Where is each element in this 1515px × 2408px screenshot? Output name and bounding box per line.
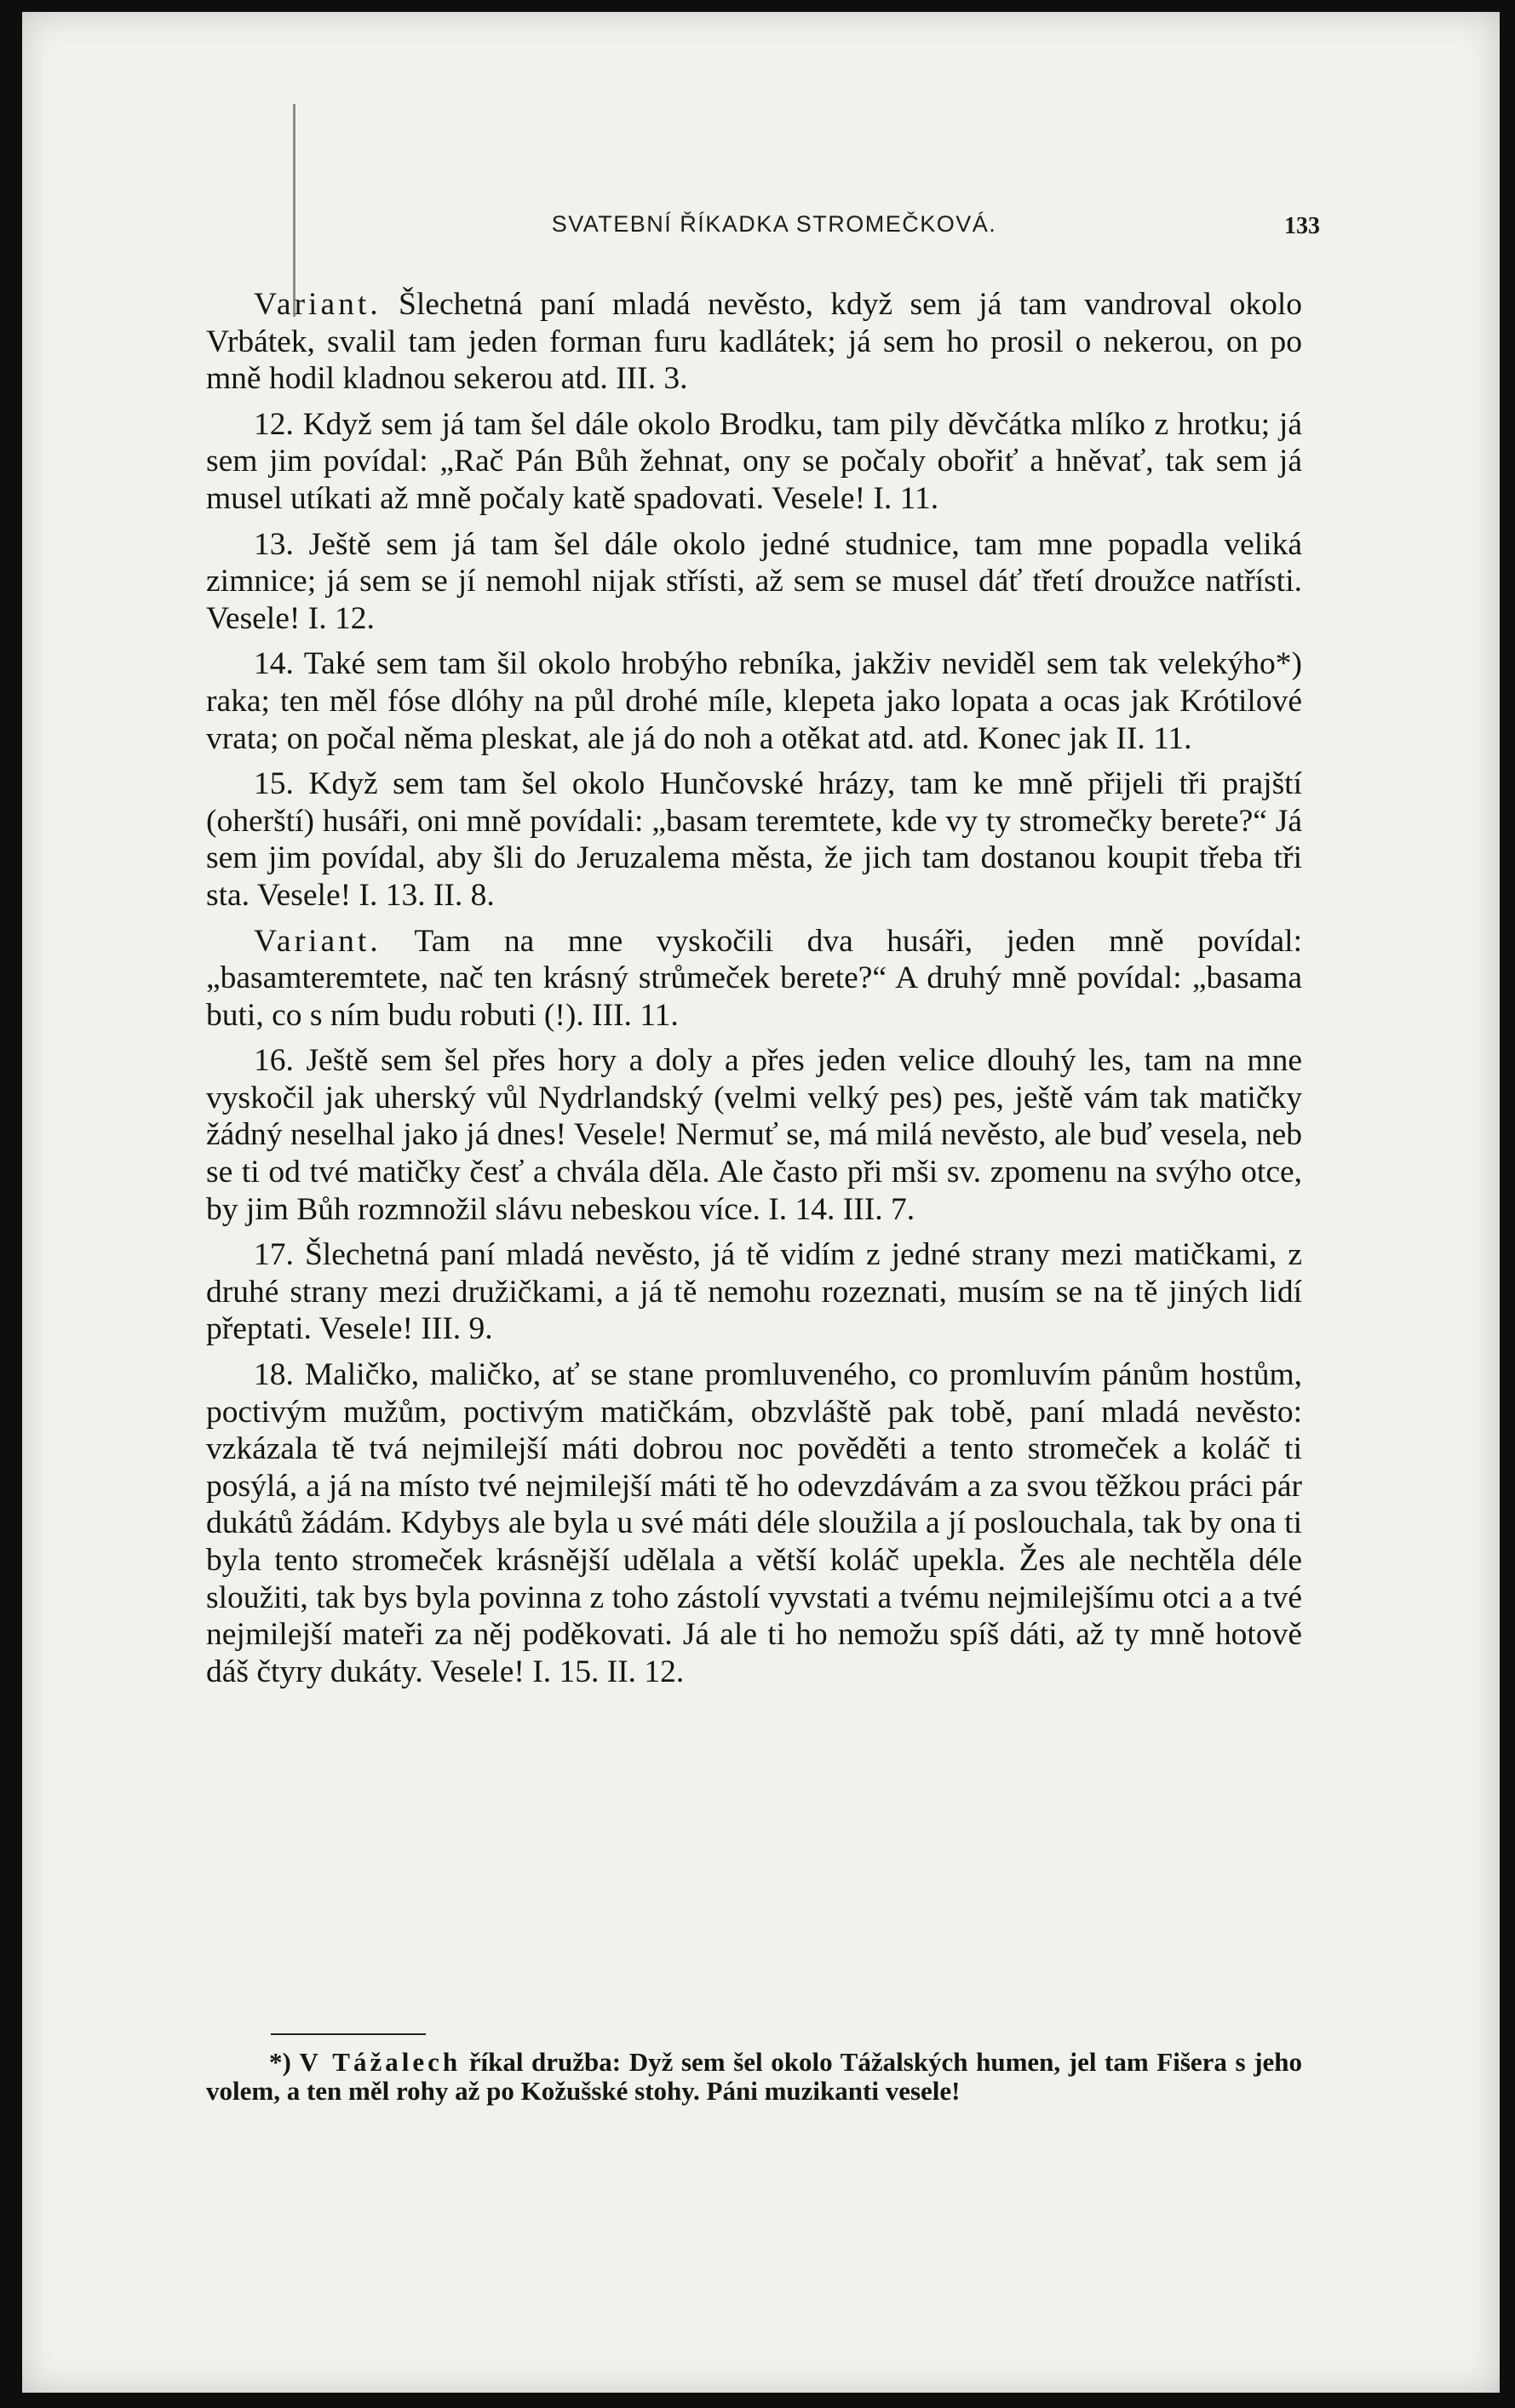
main-text: [206, 286, 1302, 1699]
variant-label: Variant.: [254, 923, 382, 959]
paragraph-text: 12. Když sem já tam šel dále okolo Brodku, tam pily děvčátka mlíko z hrotku; já sem jim povídal: „Rač Pán Bůh žehnat, ony se počaly obořiť a hněvať, tak sem já musel utíkati až mně počaly katě spadovati. Vesele! I. 11.: [206, 406, 1302, 516]
paragraph-text: Tam na mne vyskočili dva husáři, jeden mně povídal: „basamteremtete, nač ten krásný strůmeček berete?“ A druhý mně povídal: „basama buti, co s ním budu robuti (!). III. 11.: [206, 923, 1303, 1033]
paragraph-text: 13. Ještě sem já tam šel dále okolo jedné studnice, tam mne popadla veliká zimnice; já sem se jí nemohl nijak střísti, až sem se musel dáť třetí droužce natřísti. Vesele! I. 12.: [206, 526, 1302, 636]
running-title: SVATEBNÍ ŘÍKADKA STROMEČKOVÁ.: [551, 211, 997, 237]
page-number: 133: [1284, 213, 1320, 239]
paragraph-14: [206, 645, 1302, 757]
variant-label: Variant.: [254, 287, 382, 322]
paragraph-text: 16. Ještě sem šel přes hory a doly a přes jeden velice dlouhý les, tam na mne vyskočil jak uherský vůl Nydrlandský (velmi velký pes) pes, ještě vám tak matičky žádný neselhal jako já dnes! Vesele! Nermuť se, má milá nevěsto, ale buď vesela, neb se ti od tvé matičky česť a chvála děla. Ale často při mši sv. zpomenu na svýho otce, by jim Bůh rozmnožil slávu nebeskou více. I. 14. III. 7.: [206, 1043, 1302, 1227]
footnote-text: říkal družba: Dyž sem šel okolo Tážalských humen, jel tam Fišera s jeho volem, a ten měl rohy až po Kožušské stohy. Páni muzikanti vesele!: [206, 2047, 1303, 2106]
paragraph-16: [206, 1042, 1302, 1228]
paragraph-15: [206, 765, 1302, 914]
paragraph-12: [206, 406, 1302, 518]
paragraph-17: [206, 1236, 1302, 1348]
paragraph-variant-1: [206, 286, 1302, 398]
running-header: [228, 211, 1320, 245]
paragraph-text: 15. Když sem tam šel okolo Hunčovské hrázy, tam ke mně přijeli tři prajští (oherští) husáři, oni mně povídali: „basam teremtete, kde vy ty stromečky berete?“ Já sem jim povídal, aby šli do Jeruzalema města, že jich tam dostanou koupit třeba tři sta. Vesele! I. 13. II. 8.: [206, 766, 1302, 913]
footnote-place: V Tážalech: [299, 2047, 462, 2077]
margin-line: [293, 104, 296, 317]
paragraph-text: 18. Maličko, maličko, ať se stane promluveného, co promluvím pánům hostům, poctivým mužům, poctivým matičkám, obzvláště pak tobě, paní mladá nevěsto: vzkázala tě tvá nejmilejší máti dobrou noc pověděti a tento stromeček a koláč ti posýlá, a já na místo tvé nejmilejší máti tě ho odevzdávám a za svou těžkou práci pár dukátů žádám. Kdybys ale byla u své máti déle sloužila a jí poslouchala, tak by ona ti byla tento stromeček krásnější udělala a větší koláč upekla. Žes ale nechtěla déle sloužiti, tak bys byla povinna z toho zástolí vyvstati a tvému nejmilejšímu otci a a tvé nejmilejší mateři za něj poděkovati. Já ale ti ho nemožu spíš dáti, až ty mně hotově dáš čtyry dukáty. Vesele! I. 15. II. 12.: [206, 1357, 1302, 1689]
paragraph-variant-2: [206, 923, 1302, 1035]
footnote-mark: *): [269, 2047, 291, 2077]
paragraph-text: Šlechetná paní mladá nevěsto, když sem já tam vandroval okolo Vrbátek, svalil tam jeden forman furu kadlátek; já sem ho prosil o nekerou, on po mně hodil kladnou sekerou atd. III. 3.: [206, 287, 1302, 397]
paragraph-13: [206, 526, 1302, 638]
paragraph-text: 14. Také sem tam šil okolo hrobýho rebníka, jakživ neviděl sem tak velekýho*) raka; ten měl fóse dlóhy na půl drohé míle, klepeta jako lopata a ocas jak Krótilové vrata; on počal něma pleskat, ale já do noh a otěkat atd. atd. Konec jak II. 11.: [206, 646, 1302, 756]
footnote: [206, 2048, 1302, 2106]
paragraph-text: 17. Šlechetná paní mladá nevěsto, já tě vidím z jedné strany mezi matičkami, z druhé strany mezi družičkami, a já tě nemohu rozeznati, musím se na tě jiných lidí přeptati. Vesele! III. 9.: [206, 1237, 1302, 1347]
paragraph-18: [206, 1356, 1302, 1690]
footnote-rule: [271, 2033, 426, 2035]
